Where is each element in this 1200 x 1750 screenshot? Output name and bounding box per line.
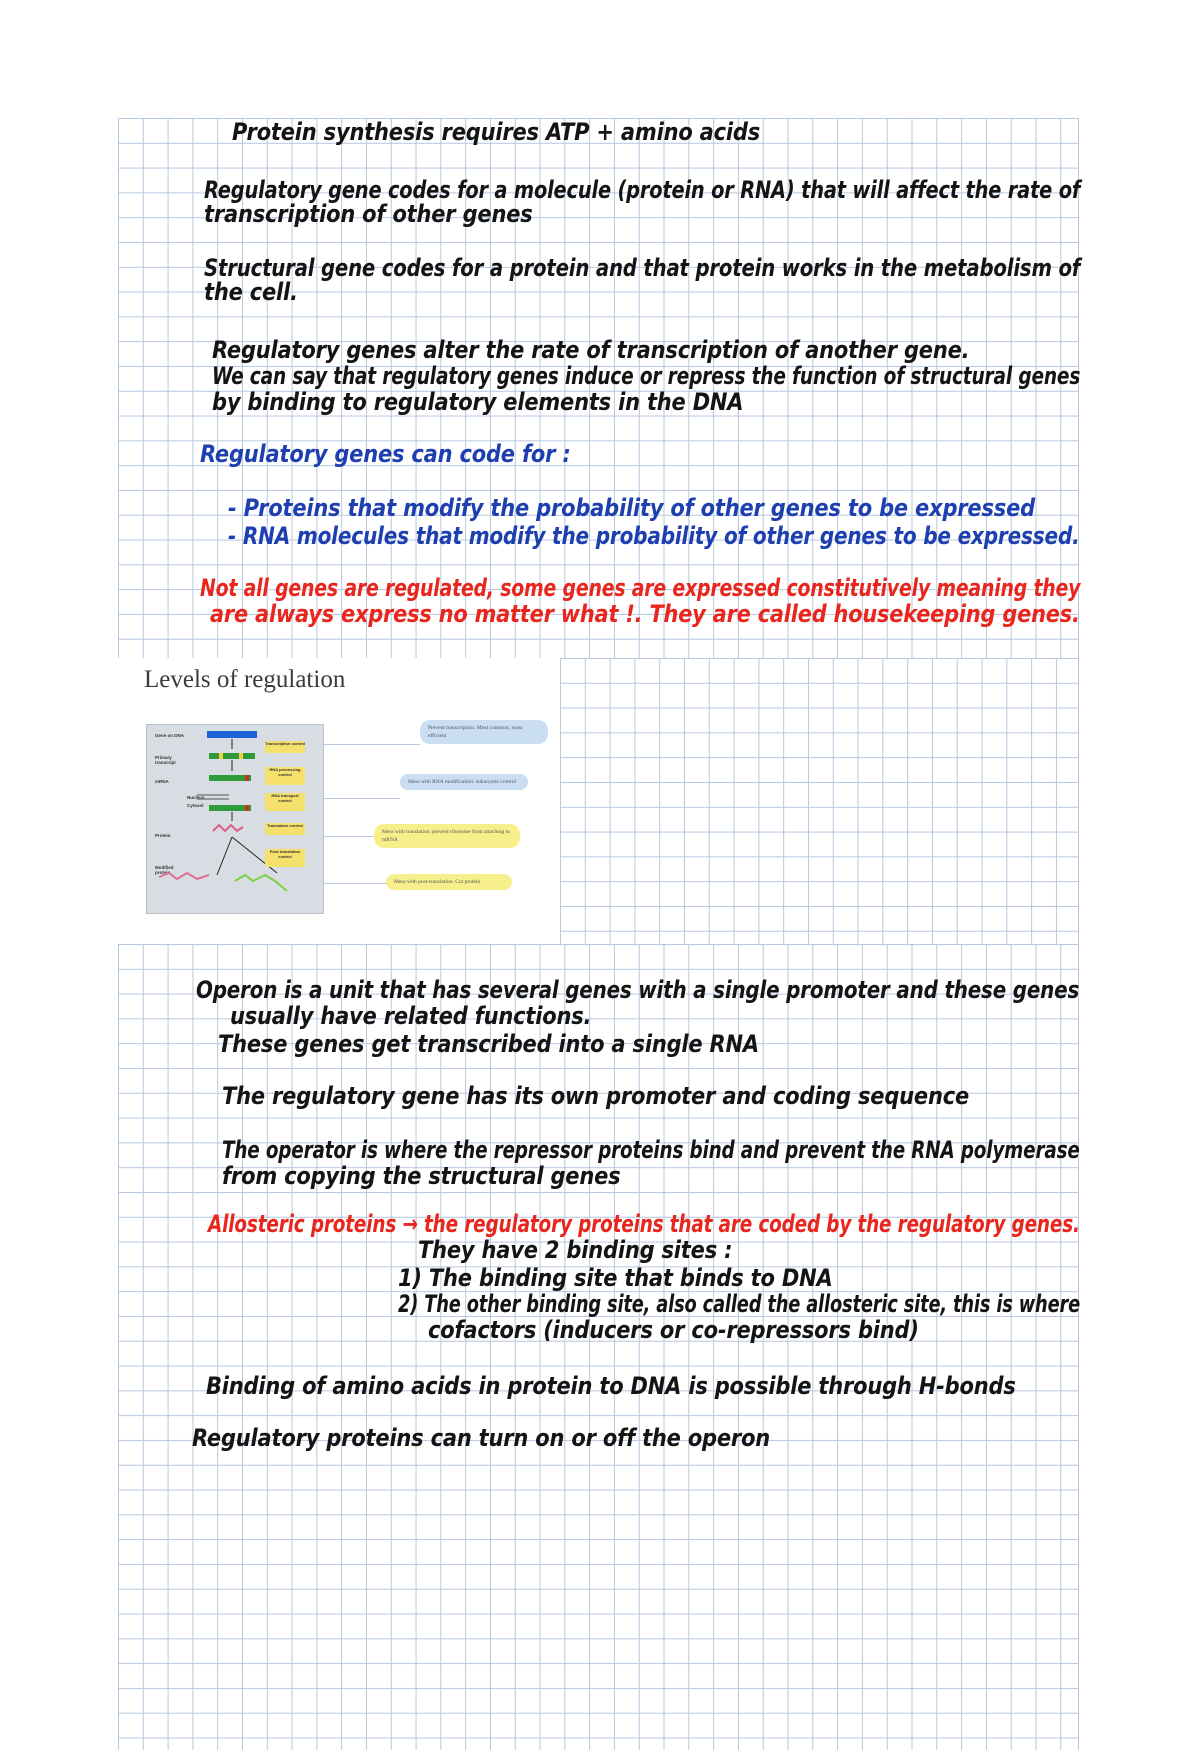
note-line: by binding to regulatory elements in the DNA	[212, 388, 744, 416]
note-line: cofactors (inducers or co-repressors bind)	[428, 1316, 919, 1344]
note-line: Binding of amino acids in protein to DNA is possible through H-bonds	[206, 1372, 1016, 1400]
regulation-diagram	[146, 724, 324, 914]
graph-paper-middle	[560, 658, 1079, 944]
callout: Prevent transcription: Most common, most efficient	[420, 720, 548, 744]
note-line: Regulatory genes alter the rate of transcription of another gene.	[212, 336, 970, 364]
control-step: Translation control	[265, 823, 305, 835]
note-line: Protein synthesis requires ATP + amino acids	[232, 118, 761, 146]
diagram-label: Gene on DNA	[155, 733, 185, 738]
callout: Mess with RNA modification: eukaryotic control	[400, 774, 528, 790]
diagram-label: Nucleus	[187, 795, 205, 800]
connector-line	[324, 883, 386, 884]
control-step: Post translation control	[265, 849, 305, 867]
note-line: Not all genes are regulated, some genes are expressed constitutively meaning they	[200, 574, 1081, 602]
diagram-label: Primary transcript	[155, 755, 176, 765]
note-line: - RNA molecules that modify the probability of other genes to be expressed.	[228, 522, 1080, 550]
note-line: Operon is a unit that has several genes with a single promoter and these genes	[196, 976, 1080, 1004]
slide-title: Levels of regulation	[144, 666, 346, 693]
note-line: Regulatory proteins can turn on or off the operon	[192, 1424, 771, 1452]
note-line: are always express no matter what !. They are called housekeeping genes.	[210, 600, 1080, 628]
diagram-label: Cytosol	[187, 803, 204, 808]
note-line: We can say that regulatory genes induce or repress the function of structural genes	[212, 362, 1081, 390]
note-line: They have 2 binding sites :	[418, 1236, 733, 1264]
note-line: the cell.	[204, 278, 298, 306]
callout: Mess with translation: prevent ribosome from attaching to mRNA	[374, 824, 520, 848]
diagram-label: Modified protein	[155, 865, 174, 875]
connector-line	[324, 836, 376, 837]
note-line: from copying the structural genes	[222, 1162, 621, 1190]
connector-line	[324, 744, 420, 745]
note-line: 1) The binding site that binds to DNA	[398, 1264, 833, 1292]
note-line: usually have related functions.	[230, 1002, 592, 1030]
note-line: These genes get transcribed into a single RNA	[218, 1030, 759, 1058]
note-line: Regulatory genes can code for :	[200, 440, 571, 468]
note-line: Allosteric proteins → the regulatory proteins that are coded by the regulatory genes.	[208, 1210, 1080, 1238]
connector-line	[324, 798, 400, 799]
note-line: - Proteins that modify the probability of other genes to be expressed	[228, 494, 1035, 522]
note-line: The regulatory gene has its own promoter and coding sequence	[222, 1082, 969, 1110]
diagram-label: Protein	[155, 833, 171, 838]
note-line: The operator is where the repressor proteins bind and prevent the RNA polymerase	[222, 1136, 1080, 1164]
note-line: Regulatory gene codes for a molecule (protein or RNA) that will affect the rate of	[204, 176, 1081, 204]
diagram-graphic	[147, 725, 323, 913]
control-step: Transcription control	[265, 741, 305, 753]
callout: Mess with post-translation: Cut protein	[386, 874, 512, 890]
note-line: transcription of other genes	[204, 200, 533, 228]
control-step: RNA processing control	[265, 767, 305, 785]
note-line: 2) The other binding site, also called the allosteric site, this is where	[398, 1290, 1081, 1318]
slide-screenshot	[118, 658, 560, 944]
note-line: Structural gene codes for a protein and that protein works in the metabolism of	[204, 254, 1081, 282]
control-step: RNA transport control	[265, 793, 305, 811]
graph-paper-bottom	[118, 944, 1079, 1750]
diagram-label: mRNA	[155, 779, 169, 784]
